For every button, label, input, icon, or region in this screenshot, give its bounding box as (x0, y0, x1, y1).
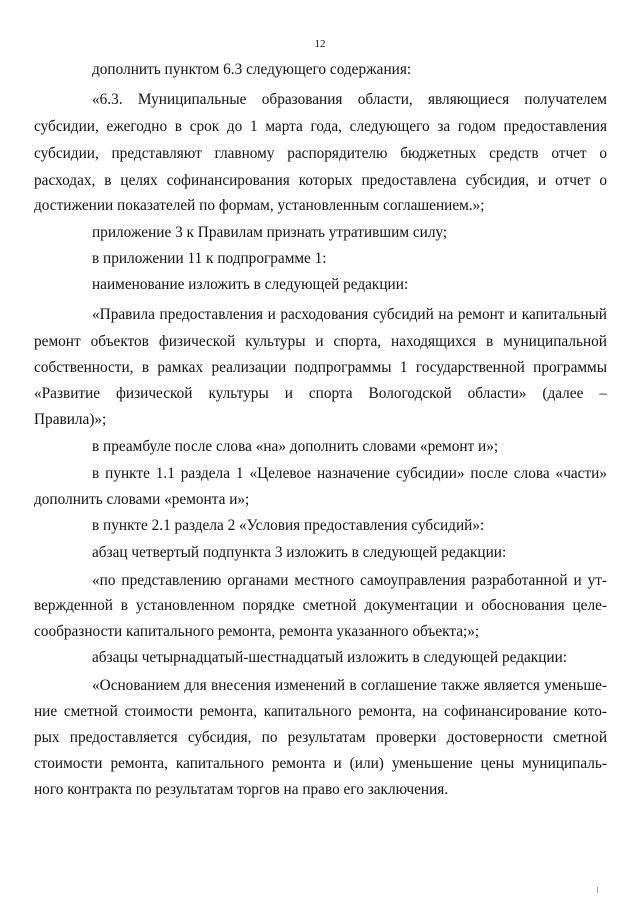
paragraph-line: в приложении 11 к подпрограмме 1: (92, 250, 327, 267)
paragraph-line: «Основанием для внесения изменений в соглашение также является уменьше- (92, 677, 607, 694)
paragraph-line: стоимости ремонта, капитального ремонта и (или) уменьшение цены муниципаль- (34, 755, 607, 772)
paragraph-line: дополнить пунктом 6.3 следующего содержания: (92, 61, 412, 78)
paragraph-line: «Развитие физической культуры и спорта Вологодской области» (далее – (34, 385, 607, 402)
paragraph-line: «Правила предоставления и расходования субсидий на ремонт и капитальный (92, 306, 607, 323)
paragraph-line: вержденной в установленном порядке сметной документации и обоснования целе- (34, 597, 607, 614)
paragraph-line: дополнить словами «ремонта и»; (34, 491, 250, 508)
paragraph-line: ного контракта по результатам торгов на право его заключения. (34, 781, 449, 798)
paragraph-line: приложение 3 к Правилам признать утратившим силу; (92, 224, 448, 241)
paragraph-line: рых предоставляется субсидия, по результатам проверки достоверности сметной (34, 729, 607, 746)
paragraph-line: сообразности капитального ремонта, ремонта указанного объекта;»; (34, 623, 480, 640)
paragraph-line: субсидии, представляют главному распорядителю бюджетных средств отчет о (34, 145, 607, 162)
paragraph-line: в пункте 2.1 раздела 2 «Условия предоставления субсидий»: (92, 517, 485, 534)
page-number: 12 (314, 38, 326, 50)
paragraph-line: собственности, в рамках реализации подпрограммы 1 государственной программы (34, 359, 607, 376)
paragraph-line: абзац четвертый подпункта 3 изложить в следующей редакции: (92, 544, 507, 561)
paragraph-line: субсидии, ежегодно в срок до 1 марта года, следующего за годом предоставления (34, 118, 607, 135)
paragraph-line: в пункте 1.1 раздела 1 «Целевое назначение субсидии» после слова «части» (92, 465, 607, 482)
paragraph-line: достижении показателей по формам, установленным соглашением.»; (34, 197, 485, 214)
paragraph-line: наименование изложить в следующей редакции: (92, 276, 409, 293)
paragraph-line: «6.3. Муниципальные образования области, являющиеся получателем (92, 91, 607, 108)
paragraph-line: ние сметной стоимости ремонта, капитального ремонта, на софинансирование кото- (34, 703, 607, 720)
paragraph-line: Правила)»; (34, 411, 107, 428)
scan-mark (597, 887, 598, 893)
paragraph-line: в преамбуле после слова «на» дополнить словами «ремонт и»; (92, 438, 499, 455)
paragraph-line: абзацы четырнадцатый-шестнадцатый изложить в следующей редакции: (92, 649, 568, 666)
paragraph-line: ремонт объектов физической культуры и спорта, находящихся в муниципальной (34, 333, 607, 350)
paragraph-line: «по представлению органами местного самоуправления разработанной и ут- (92, 572, 607, 589)
paragraph-line: расходах, в целях софинансирования которых предоставлена субсидия, и отчет о (34, 172, 607, 189)
